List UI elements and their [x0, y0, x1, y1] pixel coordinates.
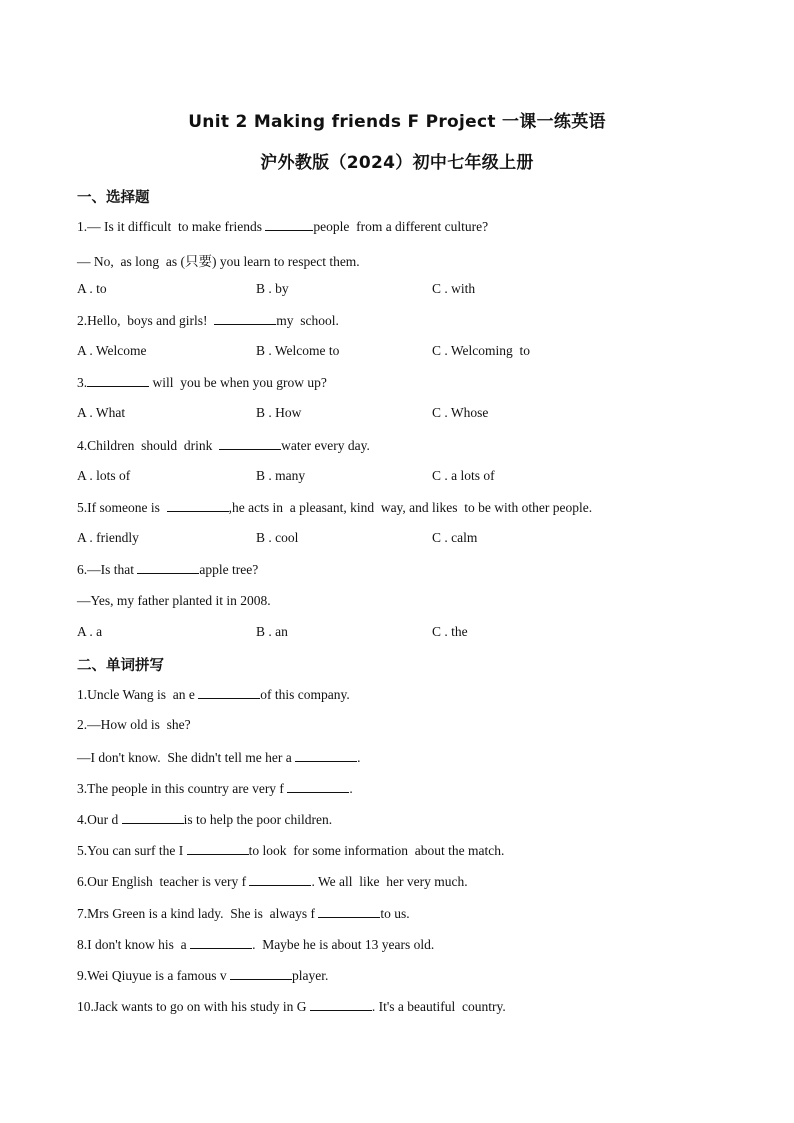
- option-c[interactable]: C . calm: [432, 530, 478, 545]
- option-a[interactable]: A . lots of: [77, 468, 131, 483]
- spelling-item-5: 5.You can surf the I to look for some information about the match.: [77, 843, 505, 858]
- question-1-reply: — No, as long as (只要) you learn to respect them.: [77, 254, 360, 269]
- option-a[interactable]: A . Welcome: [77, 343, 147, 358]
- spelling-item-6: 6.Our English teacher is very f . We all like her very much.: [77, 874, 468, 889]
- answer-blank: [87, 374, 149, 387]
- question-3: 3. will you be when you grow up?: [77, 375, 327, 390]
- spelling-item-2-reply: —I don't know. She didn't tell me her a .: [77, 750, 361, 765]
- spelling-item-4: 4.Our d is to help the poor children.: [77, 812, 333, 827]
- answer-blank: [137, 561, 199, 574]
- question-6: 6.—Is that apple tree?: [77, 562, 259, 577]
- spelling-item-2: 2.—How old is she?: [77, 717, 191, 732]
- spelling-item-3: 3.The people in this country are very f .: [77, 781, 353, 796]
- answer-blank: [214, 312, 276, 325]
- answer-blank: [230, 967, 292, 980]
- option-a[interactable]: A . to: [77, 281, 107, 296]
- option-c[interactable]: C . a lots of: [432, 468, 495, 483]
- option-c[interactable]: C . the: [432, 624, 468, 639]
- option-b[interactable]: B . Welcome to: [256, 343, 340, 358]
- answer-blank: [287, 780, 349, 793]
- spelling-item-7: 7.Mrs Green is a kind lady. She is always f to us.: [77, 906, 410, 921]
- answer-blank: [187, 842, 249, 855]
- question-1: 1.— Is it difficult to make friends people from a different culture?: [77, 219, 489, 234]
- spelling-item-9: 9.Wei Qiuyue is a famous v player.: [77, 968, 329, 983]
- answer-blank: [198, 686, 260, 699]
- answer-blank: [167, 499, 229, 512]
- answer-blank: [190, 936, 252, 949]
- page-title: Unit 2 Making friends F Project 一课一练英语: [188, 112, 606, 132]
- option-b[interactable]: B . many: [256, 468, 306, 483]
- spelling-item-10: 10.Jack wants to go on with his study in G . It's a beautiful country.: [77, 999, 506, 1014]
- question-2: 2.Hello, boys and girls! my school.: [77, 313, 339, 328]
- spelling-item-8: 8.I don't know his a . Maybe he is about 13 years old.: [77, 937, 435, 952]
- option-b[interactable]: B . by: [256, 281, 289, 296]
- option-a[interactable]: A . a: [77, 624, 103, 639]
- option-c[interactable]: C . Welcoming to: [432, 343, 531, 358]
- question-4: 4.Children should drink water every day.: [77, 438, 370, 453]
- option-b[interactable]: B . How: [256, 405, 302, 420]
- option-a[interactable]: A . What: [77, 405, 126, 420]
- answer-blank: [219, 437, 281, 450]
- answer-blank: [295, 749, 357, 762]
- answer-blank: [318, 905, 380, 918]
- answer-blank: [249, 873, 311, 886]
- option-b[interactable]: B . an: [256, 624, 288, 639]
- section-heading-multiple-choice: 一、选择题: [77, 190, 150, 206]
- option-c[interactable]: C . with: [432, 281, 476, 296]
- option-b[interactable]: B . cool: [256, 530, 299, 545]
- question-6-reply: —Yes, my father planted it in 2008.: [77, 593, 271, 608]
- answer-blank: [122, 811, 184, 824]
- answer-blank: [310, 998, 372, 1011]
- option-c[interactable]: C . Whose: [432, 405, 489, 420]
- option-a[interactable]: A . friendly: [77, 530, 139, 545]
- spelling-item-1: 1.Uncle Wang is an e of this company.: [77, 687, 350, 702]
- section-heading-spelling: 二、单词拼写: [77, 658, 164, 674]
- page-subtitle: 沪外教版（2024）初中七年级上册: [260, 153, 534, 173]
- question-5: 5.If someone is ,he acts in a pleasant, kind way, and likes to be with other people.: [77, 500, 593, 515]
- answer-blank: [265, 218, 313, 231]
